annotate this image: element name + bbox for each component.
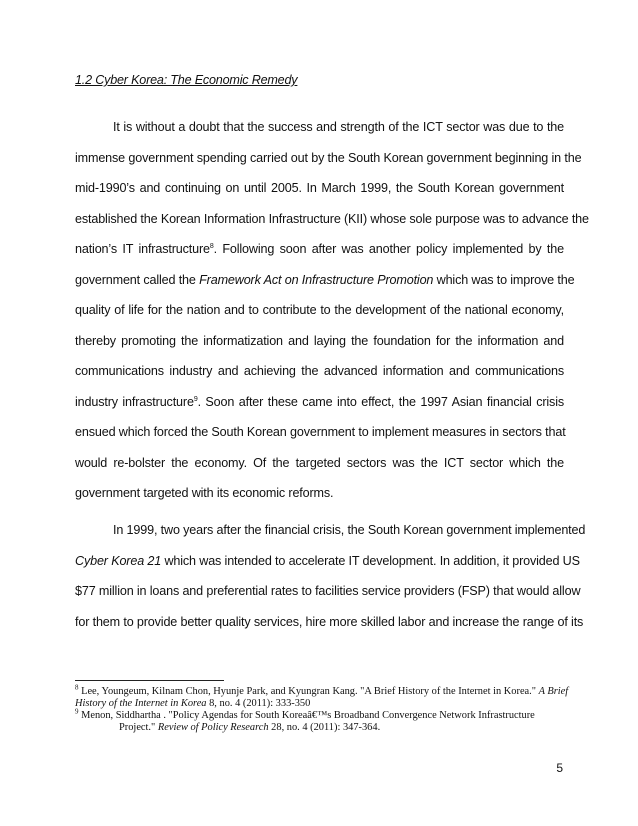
paragraph-line: It is without a doubt that the success and strength of the ICT sector was due to the [113,120,564,134]
program-title: Cyber Korea 21 [75,553,162,568]
act-title: Framework Act on Infrastructure Promotion [199,272,434,287]
paragraph-line: Cyber Korea 21 which was intended to accelerate IT development. In addition, it provided US [75,553,580,568]
paragraph-2 [75,515,586,637]
section-heading: 1.2 Cyber Korea: The Economic Remedy [75,73,298,87]
footnote-9: $^9$ Menon, Siddhartha . "Policy Agendas for South Koreaâ€™s Broadband Convergence Network Infrastructure Project." Review of Policy Research 28, no. 4 (2011): 347-364. [75,707,535,733]
paragraph-line: $77 million in loans and preferential rates to facilities service providers (FSP) that would allow [75,584,581,598]
footnotes [75,683,575,734]
page-number: 5 [556,761,563,775]
paragraph-line: thereby promoting the informatization and laying the foundation for the information and [75,333,564,348]
footnote-number: 9 [75,707,79,716]
paragraph-line: government called the Framework Act on Infrastructure Promotion which was to improve the [75,272,575,287]
footnote-ref-8: 8 [209,242,214,250]
paragraph-line: ensued which forced the South Korean government to implement measures in sectors that [75,425,566,439]
footnote-ref-9: 9 [193,395,198,403]
paragraph-line: immense government spending carried out by the South Korean government beginning in the [75,150,582,165]
footnote-8: $^8$ Lee, Youngeum, Kilnam Chon, Hyunje Park, and Kyungran Kang. "A Brief History of the Internet in Korea." A Brief History of the Internet in Korea 8, no. 4 (2011): 333-350 [75,683,569,709]
paragraph-line: In 1999, two years after the financial crisis, the South Korean government implemented [113,523,586,537]
paragraph-line: for them to provide better quality services, hire more skilled labor and increase the range of its [75,614,584,629]
paragraph-line: industry infrastructure$^9$. Soon after these came into effect, the 1997 Asian financial crisis [75,394,564,409]
paragraph-line: would re-bolster the economy. Of the targeted sectors was the ICT sector which the [75,455,564,470]
paragraph-line: communications industry and achieving the advanced information and communications [75,364,564,378]
paragraph-line: mid-1990’s and continuing on until 2005. In March 1999, the South Korean government [75,181,564,195]
paragraph-line: nation’s IT infrastructure$^8$. Following soon after was another policy implemented by the [75,242,564,256]
paragraph-line: government targeted with its economic reforms. [75,486,334,500]
footnote-number: 8 [75,683,79,692]
paragraph-line: established the Korean Information Infrastructure (KII) whose sole purpose was to advance the [75,211,589,226]
footnote-separator [75,680,224,681]
paragraph-1 [75,112,589,509]
paragraph-line: quality of life for the nation and to contribute to the development of the national economy, [75,303,564,317]
